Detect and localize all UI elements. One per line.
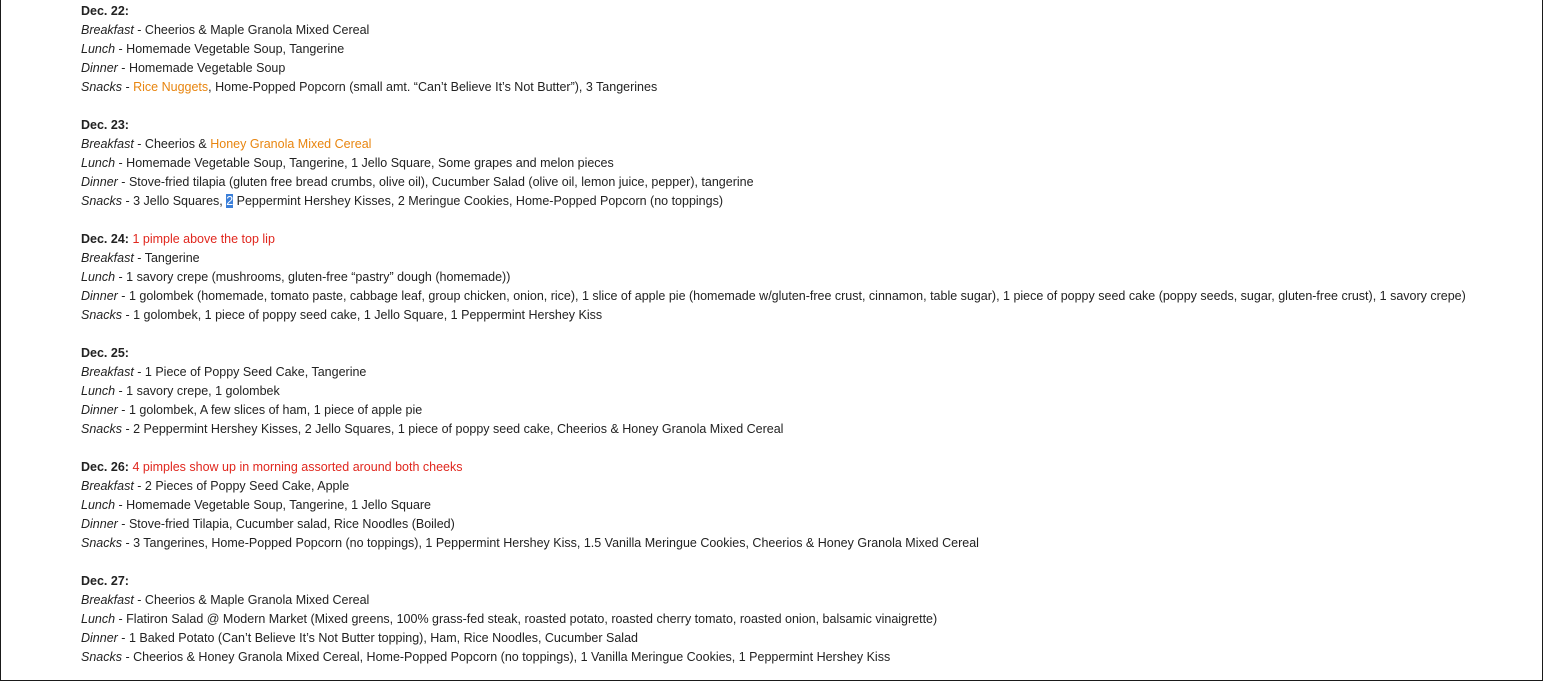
snacks-label: Snacks [81,308,122,322]
breakfast-label: Breakfast [81,251,134,265]
breakfast-text: Cheerios & Maple Granola Mixed Cereal [144,23,370,37]
day-date: Dec. 27: [81,574,129,588]
breakfast-line: Breakfast - Cheerios & Maple Granola Mixed Cereal [81,593,370,607]
snacks-line: Snacks - Cheerios & Honey Granola Mixed Cereal, Home-Popped Popcorn (no toppings), 1 Vanilla Meringue Cookies, 1 Peppermint Hershey Kiss [81,650,891,664]
snacks-text-rest: Peppermint Hershey Kisses, 2 Meringue Cookies, Home-Popped Popcorn (no toppings) [233,194,724,208]
lunch-line: Lunch - 1 savory crepe (mushrooms, gluten-free “pastry” dough (homemade)) [81,270,511,284]
lunch-text: Homemade Vegetable Soup, Tangerine, 1 Jello Square, Some grapes and melon pieces [126,156,614,170]
day-entry-dec-27 [81,572,1533,667]
lunch-text: 1 savory crepe, 1 golombek [126,384,280,398]
dinner-label: Dinner [81,289,118,303]
snacks-line: Snacks - 1 golombek, 1 piece of poppy seed cake, 1 Jello Square, 1 Peppermint Hershey Kiss [81,308,603,322]
breakfast-line: Breakfast - 1 Piece of Poppy Seed Cake, Tangerine [81,365,367,379]
lunch-label: Lunch [81,156,116,170]
dinner-label: Dinner [81,61,118,75]
dinner-line: Dinner - 1 Baked Potato (Can’t Believe It’s Not Butter topping), Ham, Rice Noodles, Cucumber Salad [81,631,638,645]
dinner-text: Stove-fried tilapia (gluten free bread crumbs, olive oil), Cucumber Salad (olive oil, lemon juice, pepper), tangerine [128,175,754,189]
snacks-text: 2 Peppermint Hershey Kisses, 2 Jello Squares, 1 piece of poppy seed cake, Cheerios & Honey Granola Mixed Cereal [133,422,784,436]
text-selection[interactable]: 2 [226,194,234,208]
lunch-text: 1 savory crepe (mushrooms, gluten-free “pastry” dough (homemade)) [126,270,511,284]
breakfast-line: Breakfast - Tangerine [81,251,200,265]
snacks-text: Cheerios & Honey Granola Mixed Cereal, Home-Popped Popcorn (no toppings), 1 Vanilla Meringue Cookies, 1 Peppermint Hershey Kiss [133,650,891,664]
dinner-text: 1 Baked Potato (Can’t Believe It’s Not Butter topping), Ham, Rice Noodles, Cucumber Salad [128,631,638,645]
dinner-text: Homemade Vegetable Soup [128,61,286,75]
snacks-line: Snacks - Rice Nuggets, Home-Popped Popcorn (small amt. “Can’t Believe It’s Not Butter”), 3 Tangerines [81,80,658,94]
lunch-line: Lunch - Flatiron Salad @ Modern Market (Mixed greens, 100% grass-fed steak, roasted potato, roasted cherry tomato, roasted onion, balsamic vinaigrette) [81,612,938,626]
dinner-line: Dinner - 1 golombek, A few slices of ham, 1 piece of apple pie [81,403,423,417]
day-entry-dec-24 [81,230,1533,325]
day-header [81,2,1533,21]
day-header [81,344,1533,363]
lunch-text: Flatiron Salad @ Modern Market (Mixed greens, 100% grass-fed steak, roasted potato, roasted cherry tomato, roasted onion, balsamic vinaigrette) [126,612,938,626]
snacks-label: Snacks [81,194,122,208]
day-date: Dec. 22: [81,4,129,18]
lunch-label: Lunch [81,42,116,56]
breakfast-text: 1 Piece of Poppy Seed Cake, Tangerine [144,365,367,379]
lunch-label: Lunch [81,384,116,398]
snacks-label: Snacks [81,80,122,94]
lunch-text: Homemade Vegetable Soup, Tangerine, 1 Jello Square [126,498,432,512]
breakfast-label: Breakfast [81,23,134,37]
skin-note: 1 pimple above the top lip [132,232,275,246]
snacks-line: Snacks - 3 Tangerines, Home-Popped Popcorn (no toppings), 1 Peppermint Hershey Kiss, 1.5 Vanilla Meringue Cookies, Cheerios & Honey Granola Mixed Cereal [81,536,979,550]
breakfast-line: Breakfast - Cheerios & Honey Granola Mixed Cereal [81,137,372,151]
lunch-label: Lunch [81,498,116,512]
lunch-text: Homemade Vegetable Soup, Tangerine [126,42,345,56]
snacks-line: Snacks - 3 Jello Squares, 2 Peppermint Hershey Kisses, 2 Meringue Cookies, Home-Popped Popcorn (no toppings) [81,194,724,208]
dinner-label: Dinner [81,517,118,531]
breakfast-label: Breakfast [81,479,134,493]
lunch-line: Lunch - 1 savory crepe, 1 golombek [81,384,280,398]
day-header [81,230,1533,249]
breakfast-line: Breakfast - 2 Pieces of Poppy Seed Cake, Apple [81,479,350,493]
dinner-line: Dinner - Homemade Vegetable Soup [81,61,286,75]
breakfast-label: Breakfast [81,365,134,379]
day-entry-dec-26 [81,458,1533,553]
snacks-text: Home-Popped Popcorn (small amt. “Can’t Believe It’s Not Butter”), 3 Tangerines [215,80,658,94]
lunch-line: Lunch - Homemade Vegetable Soup, Tangerine, 1 Jello Square, Some grapes and melon pieces [81,156,614,170]
breakfast-text: Cheerios & [144,137,211,151]
dinner-text: Stove-fried Tilapia, Cucumber salad, Rice Noodles (Boiled) [128,517,455,531]
snacks-line: Snacks - 2 Peppermint Hershey Kisses, 2 Jello Squares, 1 piece of poppy seed cake, Cheerios & Honey Granola Mixed Cereal [81,422,784,436]
dinner-text: 1 golombek (homemade, tomato paste, cabbage leaf, group chicken, onion, rice), 1 slice of apple pie (homemade w/gluten-free crust, cinnamon, table sugar), 1 piece of poppy seed cake (poppy seeds, sugar, gluten-free crust), 1 savory crepe) [128,289,1466,303]
lunch-label: Lunch [81,612,116,626]
breakfast-label: Breakfast [81,593,134,607]
dinner-label: Dinner [81,403,118,417]
dinner-line: Dinner - Stove-fried Tilapia, Cucumber salad, Rice Noodles (Boiled) [81,517,455,531]
document-body[interactable] [81,2,1533,686]
day-entry-dec-22 [81,2,1533,97]
skin-note: 4 pimples show up in morning assorted around both cheeks [132,460,463,474]
dinner-line: Dinner - 1 golombek (homemade, tomato paste, cabbage leaf, group chicken, onion, rice), 1 slice of apple pie (homemade w/gluten-free crust, cinnamon, table sugar), 1 piece of poppy seed cake (poppy seeds, sugar, gluten-free crust), 1 savory crepe) [81,289,1466,303]
dinner-text: 1 golombek, A few slices of ham, 1 piece of apple pie [128,403,423,417]
highlighted-food: Rice Nuggets [133,80,209,94]
day-header [81,458,1533,477]
dinner-label: Dinner [81,631,118,645]
lunch-label: Lunch [81,270,116,284]
breakfast-line: Breakfast - Cheerios & Maple Granola Mixed Cereal [81,23,370,37]
snacks-text: 3 Tangerines, Home-Popped Popcorn (no toppings), 1 Peppermint Hershey Kiss, 1.5 Vanilla Meringue Cookies, Cheerios & Honey Granola Mixed Cereal [133,536,979,550]
breakfast-text: Tangerine [144,251,200,265]
breakfast-text: Cheerios & Maple Granola Mixed Cereal [144,593,370,607]
day-date: Dec. 25: [81,346,129,360]
snacks-label: Snacks [81,422,122,436]
dinner-line: Dinner - Stove-fried tilapia (gluten free bread crumbs, olive oil), Cucumber Salad (olive oil, lemon juice, pepper), tangerine [81,175,754,189]
snacks-text: 3 Jello Squares, [133,194,227,208]
highlighted-food: Honey Granola Mixed Cereal [210,137,372,151]
snacks-label: Snacks [81,650,122,664]
day-entry-dec-23 [81,116,1533,211]
lunch-line: Lunch - Homemade Vegetable Soup, Tangerine, 1 Jello Square [81,498,432,512]
day-date: Dec. 24: [81,232,129,246]
breakfast-label: Breakfast [81,137,134,151]
day-date: Dec. 23: [81,118,129,132]
breakfast-text: 2 Pieces of Poppy Seed Cake, Apple [144,479,350,493]
snacks-text: 1 golombek, 1 piece of poppy seed cake, 1 Jello Square, 1 Peppermint Hershey Kiss [133,308,603,322]
snacks-label: Snacks [81,536,122,550]
day-header [81,572,1533,591]
dinner-label: Dinner [81,175,118,189]
day-header [81,116,1533,135]
lunch-line: Lunch - Homemade Vegetable Soup, Tangerine [81,42,345,56]
day-date: Dec. 26: [81,460,129,474]
day-entry-dec-25 [81,344,1533,439]
